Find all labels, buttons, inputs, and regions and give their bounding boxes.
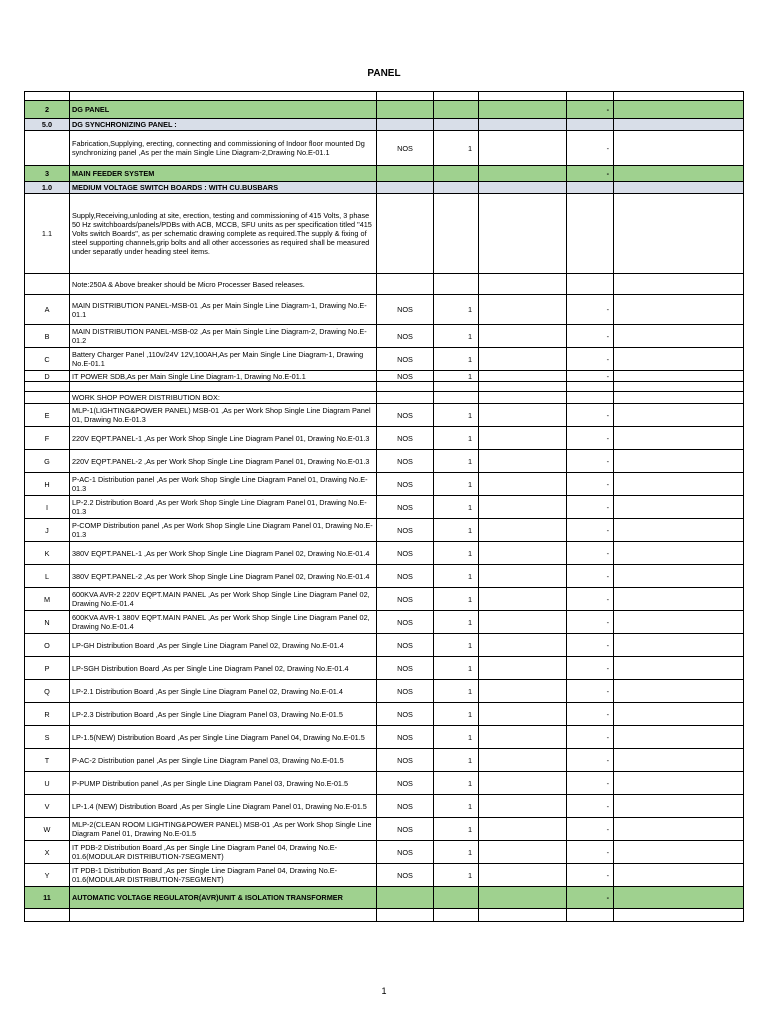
unit-cell: NOS: [377, 772, 434, 795]
serial-cell: Q: [25, 680, 70, 703]
blank-cell: [614, 588, 744, 611]
description-cell: IT PDB-1 Distribution Board ,As per Single Line Diagram Panel 04, Drawing No.E-01.6(MODULAR DISTRIBUTION-7SEGMENT): [70, 864, 377, 887]
description-cell: 600KVA AVR-2 220V EQPT.MAIN PANEL ,As per Work Shop Single Line Diagram Panel 02, Drawing No.E-01.4: [70, 588, 377, 611]
blank-cell: [614, 680, 744, 703]
serial-cell: H: [25, 473, 70, 496]
quantity-cell: 1: [434, 588, 479, 611]
unit-cell: [377, 909, 434, 922]
blank-cell: [614, 887, 744, 909]
rate-cell: [479, 450, 567, 473]
description-cell: DG PANEL: [70, 101, 377, 119]
quantity-cell: [434, 166, 479, 182]
description-cell: IT PDB-2 Distribution Board ,As per Single Line Diagram Panel 04, Drawing No.E-01.6(MODULAR DISTRIBUTION-7SEGMENT): [70, 841, 377, 864]
description-cell: LP-1.5(NEW) Distribution Board ,As per Single Line Diagram Panel 04, Drawing No.E-01.5: [70, 726, 377, 749]
serial-cell: Y: [25, 864, 70, 887]
serial-cell: J: [25, 519, 70, 542]
blank-cell: [614, 519, 744, 542]
table-row: [25, 392, 744, 404]
description-cell: P-AC-1 Distribution panel ,As per Work Shop Single Line Diagram Panel 01, Drawing No.E-01.3: [70, 473, 377, 496]
quantity-cell: 1: [434, 371, 479, 382]
amount-cell: -: [567, 542, 614, 565]
rate-cell: [479, 119, 567, 131]
table-row: [25, 194, 744, 274]
quantity-cell: [434, 909, 479, 922]
blank-cell: [614, 634, 744, 657]
amount-cell: -: [567, 565, 614, 588]
rate-cell: [479, 611, 567, 634]
serial-cell: R: [25, 703, 70, 726]
serial-cell: L: [25, 565, 70, 588]
description-cell: Fabrication,Supplying, erecting, connecting and commissioning of Indoor floor mounted Dg synchronizing panel ,As per the main Single Line Diagram-2,Drawing No.E-01.1: [70, 131, 377, 166]
rate-cell: [479, 427, 567, 450]
quantity-cell: 1: [434, 427, 479, 450]
blank-cell: [614, 371, 744, 382]
quantity-cell: 1: [434, 657, 479, 680]
amount-cell: -: [567, 703, 614, 726]
quantity-cell: 1: [434, 473, 479, 496]
description-cell: MAIN DISTRIBUTION PANEL-MSB-01 ,As per Main Single Line Diagram-1, Drawing No.E-01.1: [70, 295, 377, 325]
serial-cell: C: [25, 348, 70, 371]
quantity-cell: 1: [434, 542, 479, 565]
amount-cell: -: [567, 101, 614, 119]
amount-cell: [567, 909, 614, 922]
table-row: [25, 427, 744, 450]
amount-cell: -: [567, 588, 614, 611]
rate-cell: [479, 657, 567, 680]
section-row: [25, 166, 744, 182]
rate-cell: [479, 496, 567, 519]
serial-cell: 2: [25, 101, 70, 119]
serial-cell: 1.0: [25, 182, 70, 194]
rate-cell: [479, 348, 567, 371]
quantity-cell: 1: [434, 680, 479, 703]
table-row: [25, 131, 744, 166]
blank-cell: [614, 92, 744, 101]
serial-cell: [25, 382, 70, 392]
amount-cell: [567, 382, 614, 392]
amount-cell: [567, 119, 614, 131]
description-cell: IT POWER SDB,As per Main Single Line Diagram-1, Drawing No.E-01.1: [70, 371, 377, 382]
quantity-cell: 1: [434, 450, 479, 473]
amount-cell: -: [567, 864, 614, 887]
serial-cell: M: [25, 588, 70, 611]
serial-cell: U: [25, 772, 70, 795]
unit-cell: NOS: [377, 325, 434, 348]
amount-cell: -: [567, 726, 614, 749]
description-cell: DG SYNCHRONIZING PANEL :: [70, 119, 377, 131]
description-cell: WORK SHOP POWER DISTRIBUTION BOX:: [70, 392, 377, 404]
blank-cell: [614, 726, 744, 749]
table-row: [25, 864, 744, 887]
description-cell: MAIN FEEDER SYSTEM: [70, 166, 377, 182]
blank-cell: [614, 131, 744, 166]
unit-cell: NOS: [377, 680, 434, 703]
blank-cell: [614, 542, 744, 565]
unit-cell: [377, 392, 434, 404]
amount-cell: -: [567, 841, 614, 864]
unit-cell: [377, 887, 434, 909]
rate-cell: [479, 194, 567, 274]
amount-cell: -: [567, 325, 614, 348]
rate-cell: [479, 371, 567, 382]
rate-cell: [479, 101, 567, 119]
table-row: [25, 588, 744, 611]
rate-cell: [479, 818, 567, 841]
unit-cell: [377, 166, 434, 182]
rate-cell: [479, 92, 567, 101]
unit-cell: [377, 92, 434, 101]
table-row: [25, 274, 744, 295]
section-row: [25, 887, 744, 909]
description-cell: MLP-1(LIGHTING&POWER PANEL) MSB-01 ,As per Work Shop Single Line Diagram Panel 01, Drawing No.E-01.3: [70, 404, 377, 427]
table-row: [25, 371, 744, 382]
amount-cell: [567, 182, 614, 194]
unit-cell: NOS: [377, 542, 434, 565]
unit-cell: NOS: [377, 295, 434, 325]
amount-cell: -: [567, 611, 614, 634]
blank-cell: [614, 496, 744, 519]
blank-cell: [614, 101, 744, 119]
unit-cell: NOS: [377, 496, 434, 519]
quantity-cell: [434, 382, 479, 392]
blank-cell: [614, 295, 744, 325]
serial-cell: P: [25, 657, 70, 680]
description-cell: 380V EQPT.PANEL-2 ,As per Work Shop Single Line Diagram Panel 02, Drawing No.E-01.4: [70, 565, 377, 588]
description-cell: MEDIUM VOLTAGE SWITCH BOARDS : WITH CU.BUSBARS: [70, 182, 377, 194]
blank-cell: [614, 325, 744, 348]
rate-cell: [479, 749, 567, 772]
unit-cell: [377, 274, 434, 295]
rate-cell: [479, 588, 567, 611]
page-title: PANEL: [367, 68, 401, 79]
blank-cell: [614, 657, 744, 680]
quantity-cell: 1: [434, 795, 479, 818]
quantity-cell: 1: [434, 295, 479, 325]
serial-cell: [25, 131, 70, 166]
amount-cell: -: [567, 404, 614, 427]
unit-cell: NOS: [377, 131, 434, 166]
description-cell: LP-2.2 Distribution Board ,As per Work Shop Single Line Diagram Panel 01, Drawing No.E-01.3: [70, 496, 377, 519]
unit-cell: NOS: [377, 634, 434, 657]
rate-cell: [479, 703, 567, 726]
table-row: [25, 325, 744, 348]
rate-cell: [479, 519, 567, 542]
amount-cell: -: [567, 166, 614, 182]
quantity-cell: [434, 182, 479, 194]
unit-cell: [377, 194, 434, 274]
table-row: [25, 726, 744, 749]
serial-cell: 3: [25, 166, 70, 182]
quantity-cell: 1: [434, 348, 479, 371]
amount-cell: -: [567, 131, 614, 166]
table-row: [25, 382, 744, 392]
table-row: [25, 795, 744, 818]
blank-cell: [614, 909, 744, 922]
rate-cell: [479, 772, 567, 795]
unit-cell: NOS: [377, 588, 434, 611]
description-cell: LP-1.4 (NEW) Distribution Board ,As per Single Line Diagram Panel 01, Drawing No.E-01.5: [70, 795, 377, 818]
description-cell: P-AC-2 Distribution panel ,As per Single Line Diagram Panel 03, Drawing No.E-01.5: [70, 749, 377, 772]
blank-cell: [614, 392, 744, 404]
rate-cell: [479, 565, 567, 588]
quantity-cell: [434, 101, 479, 119]
rate-cell: [479, 909, 567, 922]
amount-cell: -: [567, 450, 614, 473]
quantity-cell: 1: [434, 703, 479, 726]
blank-cell: [614, 749, 744, 772]
table-row: [25, 348, 744, 371]
boq-table: [24, 91, 744, 922]
table-row: [25, 519, 744, 542]
rate-cell: [479, 325, 567, 348]
serial-cell: 5.0: [25, 119, 70, 131]
quantity-cell: 1: [434, 404, 479, 427]
rate-cell: [479, 726, 567, 749]
blank-cell: [614, 382, 744, 392]
serial-cell: G: [25, 450, 70, 473]
blank-cell: [614, 864, 744, 887]
description-cell: LP-2.3 Distribution Board ,As per Single Line Diagram Panel 03, Drawing No.E-01.5: [70, 703, 377, 726]
unit-cell: NOS: [377, 450, 434, 473]
rate-cell: [479, 473, 567, 496]
rate-cell: [479, 295, 567, 325]
blank-cell: [614, 166, 744, 182]
rate-cell: [479, 841, 567, 864]
rate-cell: [479, 864, 567, 887]
table-row: [25, 841, 744, 864]
amount-cell: [567, 194, 614, 274]
rate-cell: [479, 634, 567, 657]
table-row: [25, 295, 744, 325]
description-cell: LP-2.1 Distribution Board ,As per Single Line Diagram Panel 02, Drawing No.E-01.4: [70, 680, 377, 703]
description-cell: Supply,Receiving,unloding at site, erection, testing and commissioning of 415 Volts, 3 phase 50 Hz switchboards/panels/PDBs with ACB, MCCB, SFU units as per specification titled "415 Volts switch Boards", as per schematic drawing complete as required.The supply & fixing of steel supporting channels,grip bolts and all other accessories as required shall be measured under separatly under heading steel items.: [70, 194, 377, 274]
table-row: [25, 657, 744, 680]
amount-cell: -: [567, 818, 614, 841]
quantity-cell: 1: [434, 726, 479, 749]
amount-cell: [567, 274, 614, 295]
serial-cell: F: [25, 427, 70, 450]
rate-cell: [479, 887, 567, 909]
unit-cell: [377, 119, 434, 131]
unit-cell: [377, 182, 434, 194]
blank-cell: [614, 348, 744, 371]
rate-cell: [479, 680, 567, 703]
blank-cell: [614, 565, 744, 588]
rate-cell: [479, 542, 567, 565]
quantity-cell: [434, 119, 479, 131]
blank-cell: [614, 182, 744, 194]
unit-cell: NOS: [377, 841, 434, 864]
table-row: [25, 450, 744, 473]
table-row: [25, 818, 744, 841]
amount-cell: -: [567, 887, 614, 909]
table-row: [25, 496, 744, 519]
description-cell: MLP-2(CLEAN ROOM LIGHTING&POWER PANEL) MSB-01 ,As per Work Shop Single Line Diagram Panel 01, Drawing No.E-01.5: [70, 818, 377, 841]
rate-cell: [479, 382, 567, 392]
rate-cell: [479, 131, 567, 166]
unit-cell: NOS: [377, 473, 434, 496]
blank-cell: [614, 194, 744, 274]
serial-cell: [25, 92, 70, 101]
unit-cell: NOS: [377, 864, 434, 887]
amount-cell: -: [567, 680, 614, 703]
unit-cell: NOS: [377, 703, 434, 726]
blank-cell: [614, 404, 744, 427]
quantity-cell: 1: [434, 131, 479, 166]
serial-cell: S: [25, 726, 70, 749]
amount-cell: [567, 92, 614, 101]
amount-cell: -: [567, 634, 614, 657]
rate-cell: [479, 404, 567, 427]
blank-cell: [614, 473, 744, 496]
subsection-row: [25, 119, 744, 131]
unit-cell: NOS: [377, 404, 434, 427]
amount-cell: -: [567, 795, 614, 818]
table-row: [25, 703, 744, 726]
amount-cell: -: [567, 427, 614, 450]
unit-cell: NOS: [377, 427, 434, 450]
table-row: [25, 565, 744, 588]
description-cell: Note:250A & Above breaker should be Micro Processer Based releases.: [70, 274, 377, 295]
quantity-cell: [434, 392, 479, 404]
serial-cell: E: [25, 404, 70, 427]
blank-cell: [614, 703, 744, 726]
description-cell: 380V EQPT.PANEL-1 ,As per Work Shop Single Line Diagram Panel 02, Drawing No.E-01.4: [70, 542, 377, 565]
blank-cell: [614, 772, 744, 795]
table-row: [25, 909, 744, 922]
unit-cell: NOS: [377, 818, 434, 841]
unit-cell: NOS: [377, 795, 434, 818]
amount-cell: -: [567, 519, 614, 542]
serial-cell: D: [25, 371, 70, 382]
quantity-cell: 1: [434, 772, 479, 795]
subsection-row: [25, 182, 744, 194]
quantity-cell: 1: [434, 864, 479, 887]
description-cell: 220V EQPT.PANEL-1 ,As per Work Shop Single Line Diagram Panel 01, Drawing No.E-01.3: [70, 427, 377, 450]
rate-cell: [479, 166, 567, 182]
serial-cell: V: [25, 795, 70, 818]
serial-cell: N: [25, 611, 70, 634]
table-row: [25, 404, 744, 427]
amount-cell: -: [567, 749, 614, 772]
serial-cell: [25, 392, 70, 404]
table-row: [25, 680, 744, 703]
serial-cell: K: [25, 542, 70, 565]
unit-cell: NOS: [377, 611, 434, 634]
amount-cell: -: [567, 772, 614, 795]
unit-cell: [377, 382, 434, 392]
unit-cell: NOS: [377, 657, 434, 680]
blank-cell: [614, 841, 744, 864]
quantity-cell: 1: [434, 496, 479, 519]
quantity-cell: 1: [434, 325, 479, 348]
rate-cell: [479, 392, 567, 404]
amount-cell: [567, 392, 614, 404]
blank-cell: [614, 450, 744, 473]
section-row: [25, 101, 744, 119]
description-cell: P-COMP Distribution panel ,As per Work Shop Single Line Diagram Panel 01, Drawing No.E-01.3: [70, 519, 377, 542]
serial-cell: A: [25, 295, 70, 325]
amount-cell: -: [567, 657, 614, 680]
page-number: 1: [381, 986, 387, 996]
serial-cell: 1.1: [25, 194, 70, 274]
description-cell: [70, 909, 377, 922]
quantity-cell: [434, 887, 479, 909]
description-cell: P-PUMP Distribution panel ,As per Single Line Diagram Panel 03, Drawing No.E-01.5: [70, 772, 377, 795]
description-cell: 220V EQPT.PANEL-2 ,As per Work Shop Single Line Diagram Panel 01, Drawing No.E-01.3: [70, 450, 377, 473]
blank-cell: [614, 119, 744, 131]
unit-cell: [377, 101, 434, 119]
quantity-cell: 1: [434, 818, 479, 841]
unit-cell: NOS: [377, 371, 434, 382]
unit-cell: NOS: [377, 726, 434, 749]
blank-cell: [614, 611, 744, 634]
amount-cell: -: [567, 496, 614, 519]
serial-cell: [25, 909, 70, 922]
blank-cell: [614, 795, 744, 818]
rate-cell: [479, 274, 567, 295]
description-cell: [70, 382, 377, 392]
amount-cell: -: [567, 295, 614, 325]
amount-cell: -: [567, 348, 614, 371]
blank-cell: [614, 427, 744, 450]
description-cell: LP-GH Distribution Board ,As per Single Line Diagram Panel 02, Drawing No.E-01.4: [70, 634, 377, 657]
amount-cell: -: [567, 473, 614, 496]
description-cell: Battery Charger Panel ,110v/24V 12V,100AH,As per Main Single Line Diagram-1, Drawing No.E-01.1: [70, 348, 377, 371]
serial-cell: T: [25, 749, 70, 772]
rate-cell: [479, 182, 567, 194]
table-row: [25, 542, 744, 565]
quantity-cell: 1: [434, 841, 479, 864]
serial-cell: 11: [25, 887, 70, 909]
table-row: [25, 92, 744, 101]
quantity-cell: 1: [434, 519, 479, 542]
serial-cell: O: [25, 634, 70, 657]
serial-cell: [25, 274, 70, 295]
blank-cell: [614, 818, 744, 841]
table-row: [25, 772, 744, 795]
serial-cell: X: [25, 841, 70, 864]
quantity-cell: 1: [434, 634, 479, 657]
quantity-cell: 1: [434, 749, 479, 772]
description-cell: MAIN DISTRIBUTION PANEL-MSB-02 ,As per Main Single Line Diagram-2, Drawing No.E-01.2: [70, 325, 377, 348]
table-row: [25, 611, 744, 634]
table-row: [25, 473, 744, 496]
quantity-cell: [434, 274, 479, 295]
serial-cell: I: [25, 496, 70, 519]
quantity-cell: [434, 194, 479, 274]
description-cell: AUTOMATIC VOLTAGE REGULATOR(AVR)UNIT & ISOLATION TRANSFORMER: [70, 887, 377, 909]
blank-cell: [614, 274, 744, 295]
amount-cell: -: [567, 371, 614, 382]
serial-cell: W: [25, 818, 70, 841]
unit-cell: NOS: [377, 348, 434, 371]
description-cell: 600KVA AVR-1 380V EQPT.MAIN PANEL ,As per Work Shop Single Line Diagram Panel 02, Drawing No.E-01.4: [70, 611, 377, 634]
table-row: [25, 749, 744, 772]
unit-cell: NOS: [377, 565, 434, 588]
table-row: [25, 634, 744, 657]
unit-cell: NOS: [377, 519, 434, 542]
quantity-cell: 1: [434, 611, 479, 634]
description-cell: [70, 92, 377, 101]
unit-cell: NOS: [377, 749, 434, 772]
quantity-cell: [434, 92, 479, 101]
quantity-cell: 1: [434, 565, 479, 588]
description-cell: LP-SGH Distribution Board ,As per Single Line Diagram Panel 02, Drawing No.E-01.4: [70, 657, 377, 680]
rate-cell: [479, 795, 567, 818]
serial-cell: B: [25, 325, 70, 348]
